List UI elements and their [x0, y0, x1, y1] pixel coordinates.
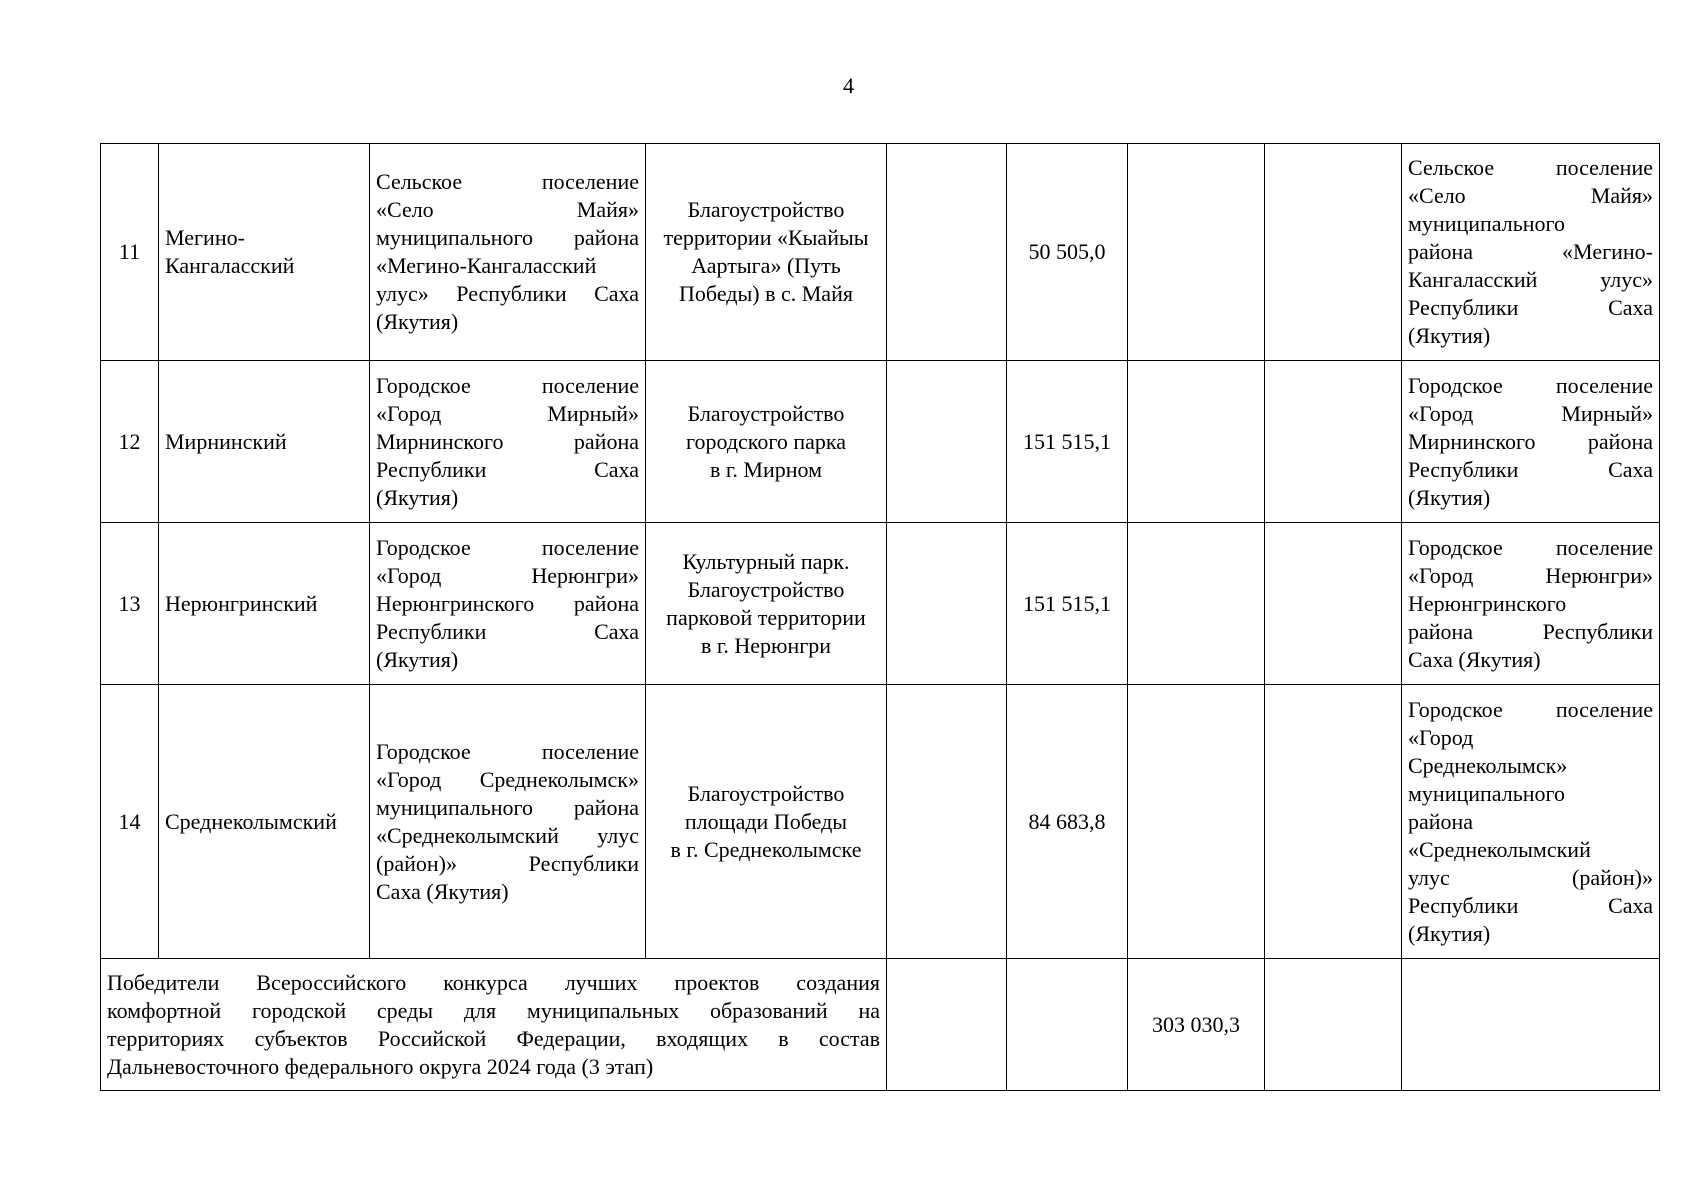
cell-line: Среднеколымск» [1408, 752, 1568, 778]
table-row [101, 685, 1660, 959]
empty-cell [1402, 959, 1660, 1091]
empty-cell [887, 361, 1007, 523]
district-name [159, 685, 370, 959]
cell-line: Городское поселение [376, 738, 639, 764]
row-number: 12 [101, 361, 159, 523]
cell-line: (Якутия) [1408, 484, 1491, 510]
cell-line: Республики Саха [1408, 892, 1653, 918]
cell-line: «Город Среднеколымск» [376, 766, 639, 792]
empty-cell [887, 144, 1007, 361]
cell-line: комфортной городской среды для муниципальных образований на [107, 997, 880, 1023]
cell-line: Благоустройство [687, 197, 845, 222]
cell-line: улус (район)» [1408, 864, 1653, 890]
total-label [101, 959, 887, 1091]
cell-line: в г. Среднеколымске [670, 836, 862, 862]
cell-line: муниципального района [376, 225, 639, 250]
cell-line: «Город Нерюнгри» [1408, 562, 1653, 588]
empty-cell [887, 959, 1007, 1091]
cell-line: Культурный парк. [682, 548, 850, 574]
cell-line: Нерюнгринский [165, 590, 318, 616]
cell-line: района Республики [1408, 618, 1653, 644]
cell-line: Городское поселение [376, 534, 639, 560]
cell-line: района «Мегино- [1408, 239, 1653, 264]
amount-value: 50 505,0 [1007, 144, 1128, 361]
cell-line: Благоустройство [687, 780, 845, 806]
amount-value: 84 683,8 [1007, 685, 1128, 959]
cell-line: территории «Кыайыы [663, 225, 869, 250]
cell-line: Республики Саха [1408, 295, 1653, 320]
project-name [646, 685, 887, 959]
cell-line: территориях субъектов Российской Федерации, входящих в состав [107, 1025, 880, 1051]
cell-line: Республики Саха [376, 618, 639, 644]
recipient-name [1402, 144, 1660, 361]
cell-line: Саха (Якутия) [1408, 646, 1541, 672]
row-number: 14 [101, 685, 159, 959]
cell-line: Дальневосточного федерального округа 2024 года (3 этап) [107, 1053, 654, 1079]
cell-line: Мирнинского района [376, 428, 639, 454]
cell-line: улус» Республики Саха [376, 281, 639, 306]
cell-line: парковой территории [666, 604, 866, 630]
cell-line: «Среднеколымский улус [376, 822, 639, 848]
cell-line: Сельское поселение [376, 169, 639, 194]
empty-cell [1007, 959, 1128, 1091]
cell-line: Кангаласский [165, 253, 295, 278]
cell-line: (Якутия) [376, 646, 459, 672]
cell-line: Мирнинский [165, 428, 287, 454]
cell-line: «Село Майя» [376, 197, 639, 222]
project-name [646, 361, 887, 523]
table-row [101, 361, 1660, 523]
district-name [159, 361, 370, 523]
cell-line: Благоустройство [687, 576, 845, 602]
cell-line: Победы) в с. Майя [679, 281, 853, 306]
cell-line: «Город Нерюнгри» [376, 562, 639, 588]
cell-line: «Село Майя» [1408, 183, 1653, 208]
cell-line: Аартыга» (Путь [691, 253, 841, 278]
cell-line: Кангаласский улус» [1408, 267, 1653, 292]
municipality-name [370, 144, 646, 361]
project-name [646, 144, 887, 361]
empty-cell [1128, 523, 1265, 685]
cell-line: (Якутия) [376, 309, 459, 334]
empty-cell [887, 685, 1007, 959]
cell-line: Нерюнгринского района [376, 590, 639, 616]
total-value: 303 030,3 [1128, 959, 1265, 1091]
cell-line: муниципального [1408, 780, 1566, 806]
row-number: 11 [101, 144, 159, 361]
cell-line: Республики Саха [1408, 456, 1653, 482]
cell-line: «Город [1408, 724, 1474, 750]
cell-line: Среднеколымский [165, 808, 337, 834]
cell-line: Саха (Якутия) [376, 878, 509, 904]
cell-line: (Якутия) [1408, 920, 1491, 946]
cell-line: Городское поселение [1408, 372, 1653, 398]
district-name [159, 144, 370, 361]
cell-line: Благоустройство [687, 400, 845, 426]
cell-line: «Город Мирный» [1408, 400, 1653, 426]
district-name [159, 523, 370, 685]
empty-cell [1265, 523, 1402, 685]
recipient-name [1402, 685, 1660, 959]
empty-cell [1265, 959, 1402, 1091]
table-row [101, 144, 1660, 361]
cell-line: Нерюнгринского [1408, 590, 1567, 616]
municipality-name [370, 361, 646, 523]
cell-line: Сельское поселение [1408, 155, 1653, 180]
cell-line: Городское поселение [1408, 696, 1653, 722]
cell-line: «Мегино-Кангаласский [376, 253, 597, 278]
cell-line: Мегино- [165, 225, 245, 250]
cell-line: в г. Мирном [709, 456, 823, 482]
row-number: 13 [101, 523, 159, 685]
cell-line: в г. Нерюнгри [700, 632, 832, 658]
table-row [101, 523, 1660, 685]
cell-line: муниципального района [376, 794, 639, 820]
amount-value: 151 515,1 [1007, 361, 1128, 523]
empty-cell [1128, 361, 1265, 523]
cell-line: (Якутия) [376, 484, 459, 510]
amount-value: 151 515,1 [1007, 523, 1128, 685]
page-number: 4 [843, 73, 854, 98]
total-row [101, 959, 1660, 1091]
cell-line: района [1408, 808, 1474, 834]
empty-cell [1265, 361, 1402, 523]
cell-line: Городское поселение [1408, 534, 1653, 560]
empty-cell [1128, 685, 1265, 959]
recipient-name [1402, 361, 1660, 523]
cell-line: «Город Мирный» [376, 400, 639, 426]
empty-cell [1265, 685, 1402, 959]
empty-cell [1265, 144, 1402, 361]
cell-line: Городское поселение [376, 372, 639, 398]
cell-line: Победители Всероссийского конкурса лучших проектов создания [107, 969, 880, 995]
cell-line: (район)» Республики [376, 850, 639, 876]
project-name [646, 523, 887, 685]
cell-line: городского парка [685, 428, 846, 454]
cell-line: Мирнинского района [1408, 428, 1653, 454]
cell-line: Республики Саха [376, 456, 639, 482]
recipient-name [1402, 523, 1660, 685]
empty-cell [1128, 144, 1265, 361]
cell-line: (Якутия) [1408, 323, 1491, 348]
cell-line: «Среднеколымский [1408, 836, 1591, 862]
municipality-name [370, 523, 646, 685]
allocation-table [100, 143, 1660, 1091]
cell-line: площади Победы [684, 808, 848, 834]
municipality-name [370, 685, 646, 959]
cell-line: муниципального [1408, 211, 1566, 236]
empty-cell [887, 523, 1007, 685]
